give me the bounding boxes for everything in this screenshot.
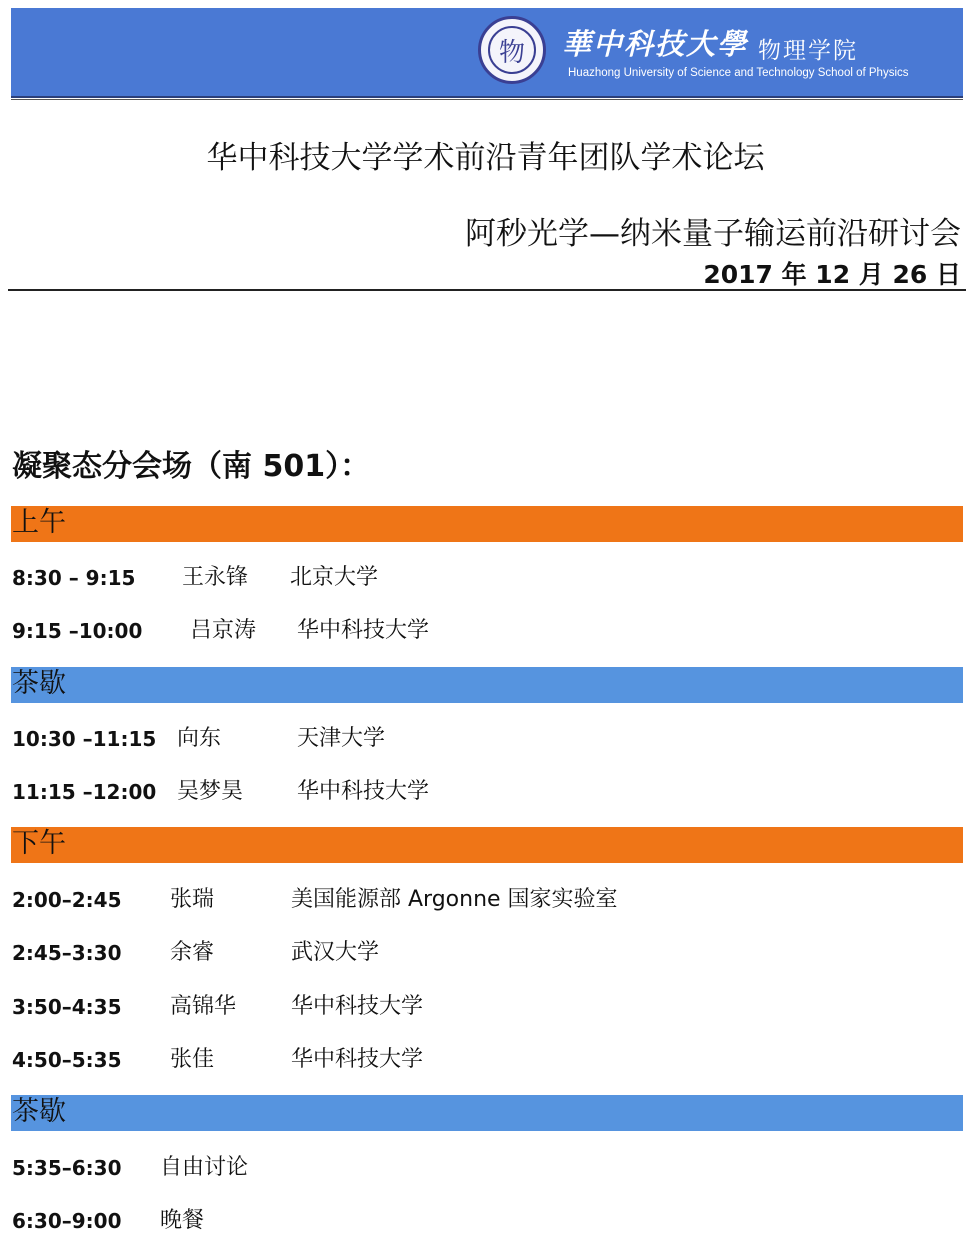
banner-divider	[11, 99, 963, 100]
row-time: 11:15 –12:00	[12, 780, 157, 804]
row-time: 8:30 – 9:15	[12, 566, 136, 590]
workshop-title: 阿秒光学—纳米量子输运前沿研讨会	[465, 216, 961, 252]
university-seal-logo	[478, 16, 546, 84]
section-bar-tea-break	[11, 1095, 963, 1131]
row-speaker: 余睿	[170, 940, 215, 965]
row-speaker: 高锦华	[170, 994, 237, 1019]
row-speaker: 张瑞	[170, 887, 215, 912]
row-affiliation: 美国能源部 Argonne 国家实验室	[291, 887, 618, 912]
row-affiliation: 华中科技大学	[291, 994, 424, 1019]
section-label-afternoon: 下午	[12, 828, 66, 859]
event-date: 2017 年 12 月 26 日	[703, 260, 961, 289]
row-speaker: 张佳	[170, 1047, 215, 1072]
row-time: 3:50–4:35	[12, 995, 122, 1019]
row-speaker: 王永锋	[182, 565, 249, 590]
row-time: 10:30 –11:15	[12, 727, 157, 751]
row-affiliation: 华中科技大学	[297, 618, 430, 643]
venue-heading: 凝聚态分会场（南 501）：	[12, 449, 371, 484]
section-label-tea-break: 茶歇	[12, 668, 66, 699]
seal-glyph: 物	[488, 26, 536, 74]
row-affiliation: 武汉大学	[291, 940, 380, 965]
section-label-morning: 上午	[12, 507, 66, 538]
section-label-tea-break: 茶歇	[12, 1096, 66, 1127]
row-time: 6:30–9:00	[12, 1209, 122, 1233]
title-divider	[8, 289, 966, 291]
university-name-cn: 華中科技大學	[562, 27, 749, 61]
row-speaker: 吕京涛	[190, 618, 257, 643]
school-name-cn: 物理学院	[758, 38, 858, 64]
forum-title: 华中科技大学学术前沿青年团队学术论坛	[206, 140, 765, 176]
row-affiliation: 北京大学	[290, 565, 379, 590]
section-bar-afternoon	[11, 827, 963, 863]
row-time: 2:45–3:30	[12, 941, 122, 965]
row-affiliation: 天津大学	[297, 726, 386, 751]
row-speaker: 吴梦昊	[177, 779, 244, 804]
section-bar-tea-break	[11, 667, 963, 703]
row-time: 4:50–5:35	[12, 1048, 122, 1072]
row-affiliation: 华中科技大学	[297, 779, 430, 804]
row-activity: 晚餐	[160, 1208, 205, 1233]
university-name-en: Huazhong University of Science and Technology School of Physics	[568, 67, 909, 79]
row-activity: 自由讨论	[160, 1155, 249, 1180]
row-time: 9:15 –10:00	[12, 619, 143, 643]
row-time: 2:00–2:45	[12, 888, 122, 912]
row-affiliation: 华中科技大学	[291, 1047, 424, 1072]
row-time: 5:35–6:30	[12, 1156, 122, 1180]
section-bar-morning	[11, 506, 963, 542]
row-speaker: 向东	[177, 726, 222, 751]
